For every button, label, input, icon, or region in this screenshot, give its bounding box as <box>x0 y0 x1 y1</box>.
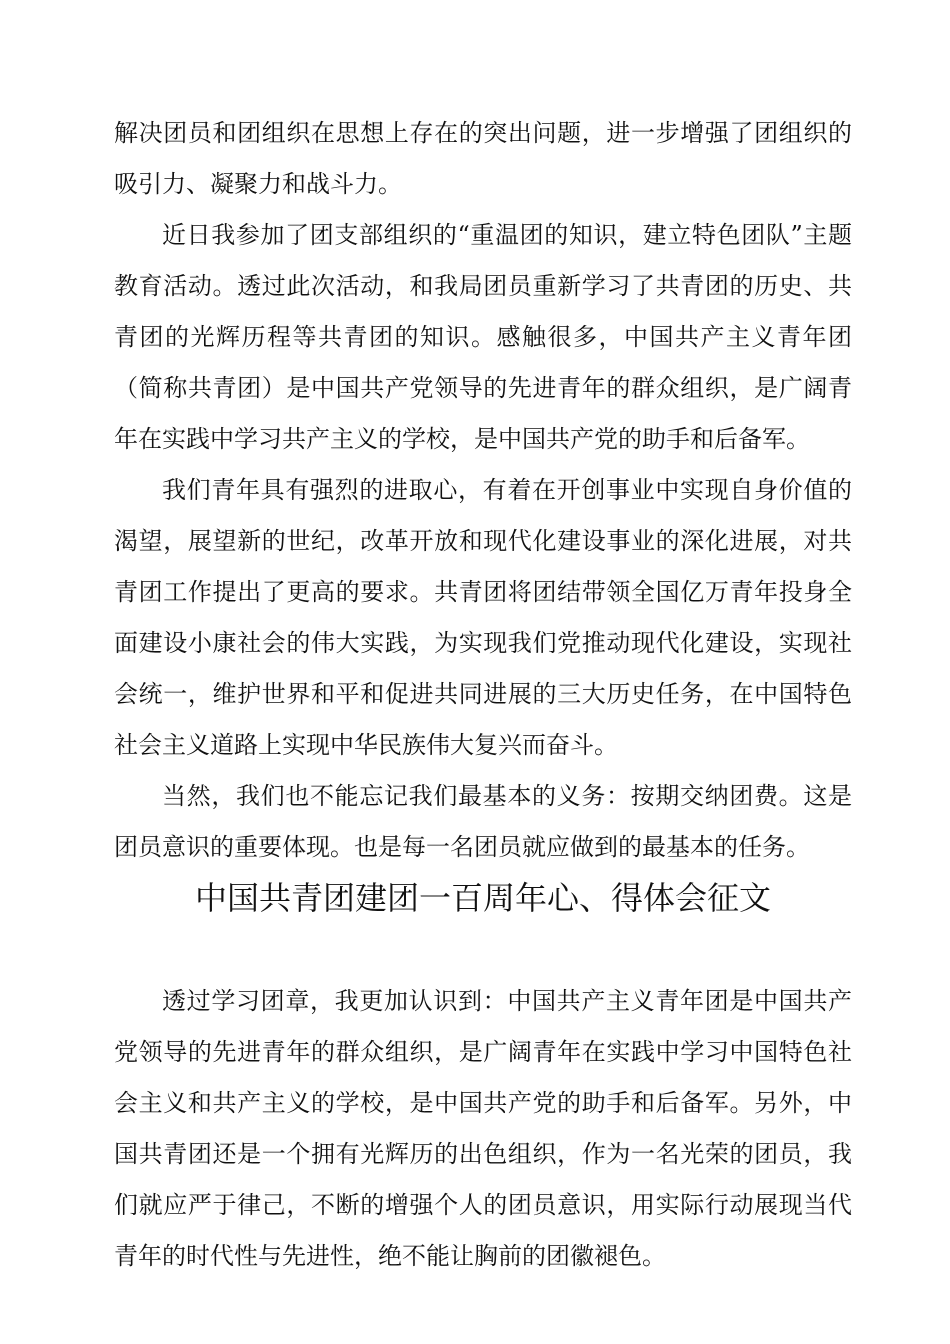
paragraph-continuation: 解决团员和团组织在思想上存在的突出问题，进一步增强了团组织的吸引力、凝聚力和战斗力。 <box>114 119 852 198</box>
essay-title: 中国共青团建团一百周年心、得体会征文 <box>194 879 771 917</box>
title-spacer <box>114 924 852 976</box>
paragraph-activity: 近日我参加了团支部组织的“重温团的知识，建立特色团队”主题教育活动。透过此次活动，和我局团员重新学习了共青团的历史、共青团的光辉历程等共青团的知识。感触很多，中国共产主义青年团（简称共青团）是中国共产党领导的先进青年的群众组织，是广阔青年在实践中学习共产主义的学校，是中国共产党的助手和后备军。 <box>114 221 852 453</box>
paragraph-duty: 当然，我们也不能忘记我们最基本的义务：按期交纳团费。这是团员意识的重要体现。也是每一名团员就应做到的最基本的任务。 <box>114 782 852 861</box>
document-body <box>114 108 852 1282</box>
paragraph-youth: 我们青年具有强烈的进取心，有着在开创事业中实现自身价值的渴望，展望新的世纪，改革开放和现代化建设事业的深化进展，对共青团工作提出了更高的要求。共青团将团结带领全国亿万青年投身全面建设小康社会的伟大实践，为实现我们党推动现代化建设，实现社会统一，维护世界和平和促进共同进展的三大历史任务，在中国特色社会主义道路上实现中华民族伟大复兴而奋斗。 <box>114 476 852 759</box>
paragraph-charter: 透过学习团章，我更加认识到：中国共产主义青年团是中国共产党领导的先进青年的群众组织，是广阔青年在实践中学习中国特色社会主义和共产主义的学校，是中国共产党的助手和后备军。另外，中国共青团还是一个拥有光辉历的出色组织，作为一名光荣的团员，我们就应严于律己，不断的增强个人的团员意识，用实际行动展现当代青年的时代性与先进性，绝不能让胸前的团徽褪色。 <box>114 987 852 1270</box>
